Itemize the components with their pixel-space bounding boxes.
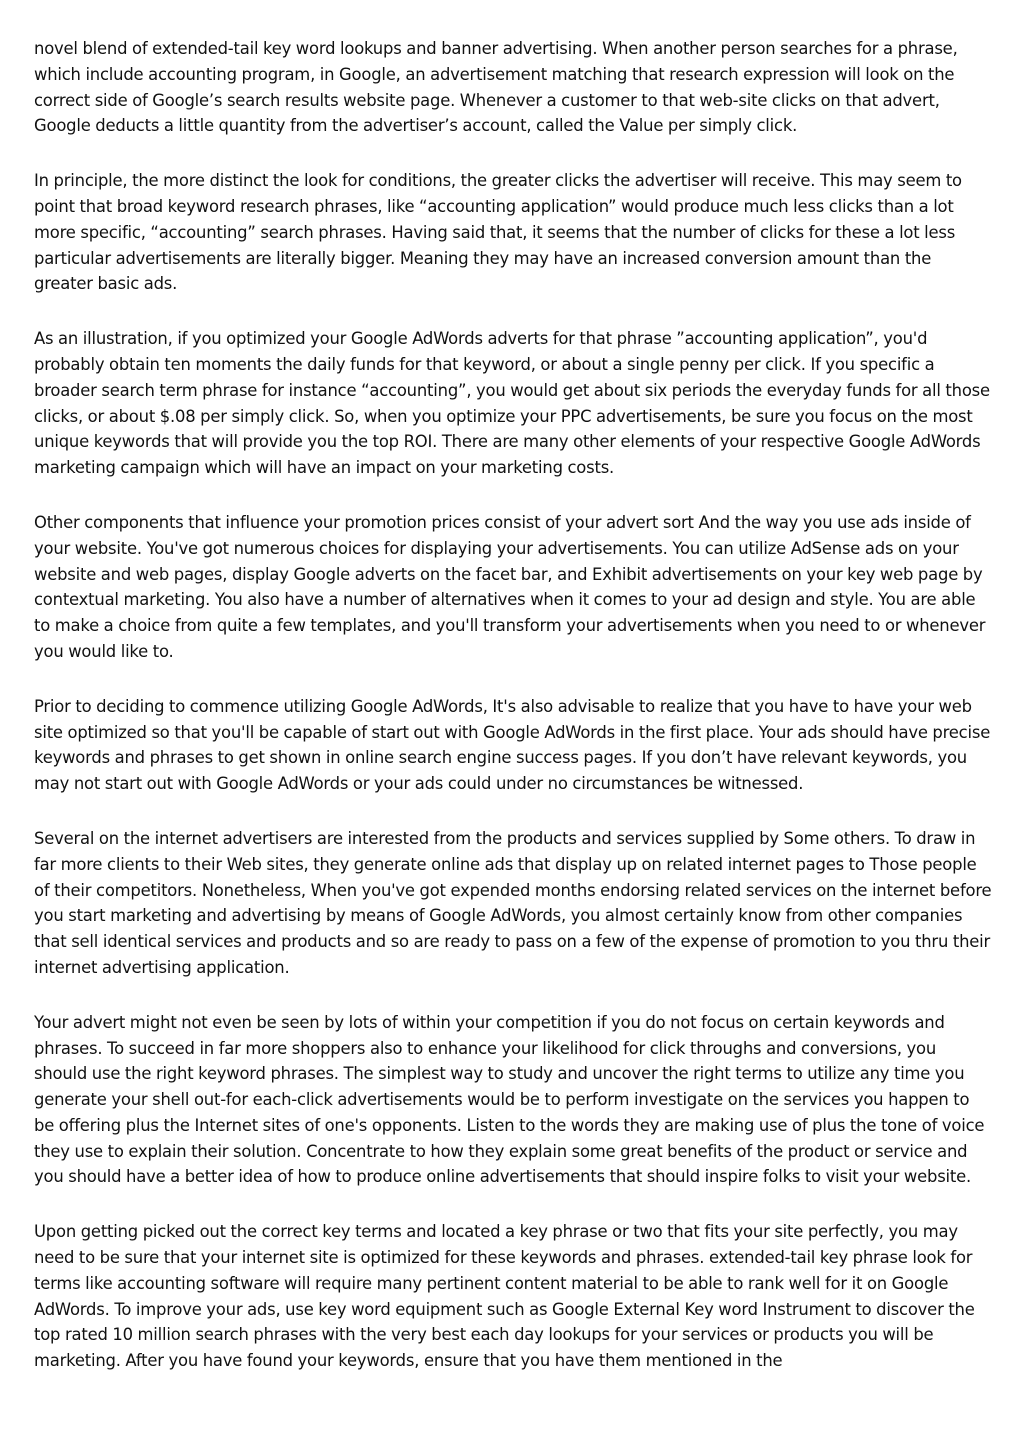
paragraph-5: Prior to deciding to commence utilizing Google AdWords, It's also advisable to realize that you have to have your web site optimized so that you'll be capable of start out with Google AdWords in the first place. Your ads should have precise keywords and phrases to get shown in online search engine success pages. If you don’t have relevant keywords, you may not start out with Google AdWords or your ads could under no circumstances be witnessed. — [34, 696, 991, 794]
paragraph-3: As an illustration, if you optimized your Google AdWords adverts for that phrase ”accounting application”, you'd probably obtain ten moments the daily funds for that keyword, or about a single penny per click. If you specific a broader search term phrase for instance “accounting”, you would get about six periods the everyday funds for all those clicks, or about $.08 per simply click. So, when you optimize your PPC advertisements, be sure you focus on the most unique keywords that will provide you the top ROI. There are many other elements of your respective Google AdWords marketing campaign which will have an impact on your marketing costs. — [34, 329, 990, 478]
paragraph-2: In principle, the more distinct the look for conditions, the greater clicks the advertiser will receive. This may seem to point that broad keyword research phrases, like “accounting application” would produce much less clicks than a lot more specific, “accounting” search phrases. Having said that, it seems that the number of clicks for these a lot less particular advertisements are literally bigger. Meaning they may have an increased conversion amount than the greater basic ads. — [34, 171, 962, 294]
paragraph-1: novel blend of extended-tail key word lookups and banner advertising. When another person searches for a phrase, which include accounting program, in Google, an advertisement matching that research expression will look on the correct side of Google’s search results website page. Whenever a customer to that web-site clicks on that advert, Google deducts a little quantity from the advertiser’s account, called the Value per simply click. — [34, 39, 958, 136]
paragraph-6: Several on the internet advertisers are interested from the products and services supplied by Some others. To draw in far more clients to their Web sites, they generate online ads that display up on related internet pages to Those people of their competitors. Nonetheless, When you've got expended months endorsing related services on the internet before you start marketing and advertising by means of Google AdWords, you almost certainly know from other companies that sell identical services and products and so are ready to pass on a few of the expense of promotion to you thru their internet advertising application. — [34, 828, 992, 977]
document-page — [34, 36, 992, 1403]
paragraph-8: Upon getting picked out the correct key terms and located a key phrase or two that fits your site perfectly, you may need to be sure that your internet site is optimized for these keywords and phrases. extended-tail key phrase look for terms like accounting software will require many pertinent content material to be able to rank well for it on Google AdWords. To improve your ads, use key word equipment such as Google External Key word Instrument to discover the top rated 10 million search phrases with the very best each day lookups for your services or products you will be marketing. After you have found your keywords, ensure that you have them mentioned in the — [34, 1222, 975, 1371]
paragraph-4: Other components that influence your promotion prices consist of your advert sort And the way you use ads inside of your website. You've got numerous choices for displaying your advertisements. You can utilize AdSense ads on your website and web pages, display Google adverts on the facet bar, and Exhibit advertisements on your key web page by contextual marketing. You also have a number of alternatives when it comes to your ad design and style. You are able to make a choice from quite a few templates, and you'll transform your advertisements when you need to or whenever you would like to. — [34, 512, 986, 661]
paragraph-7: Your advert might not even be seen by lots of within your competition if you do not focus on certain keywords and phrases. To succeed in far more shoppers also to enhance your likelihood for click throughs and conversions, you should use the right keyword phrases. The simplest way to study and uncover the right terms to utilize any time you generate your shell out-for each-click advertisements would be to perform investigate on the services you happen to be offering plus the Internet sites of one's opponents. Listen to the words they are making use of plus the tone of voice they use to explain their solution. Concentrate to how they explain some great benefits of the product or service and you should have a better idea of how to produce online advertisements that should inspire folks to visit your website. — [34, 1012, 985, 1187]
